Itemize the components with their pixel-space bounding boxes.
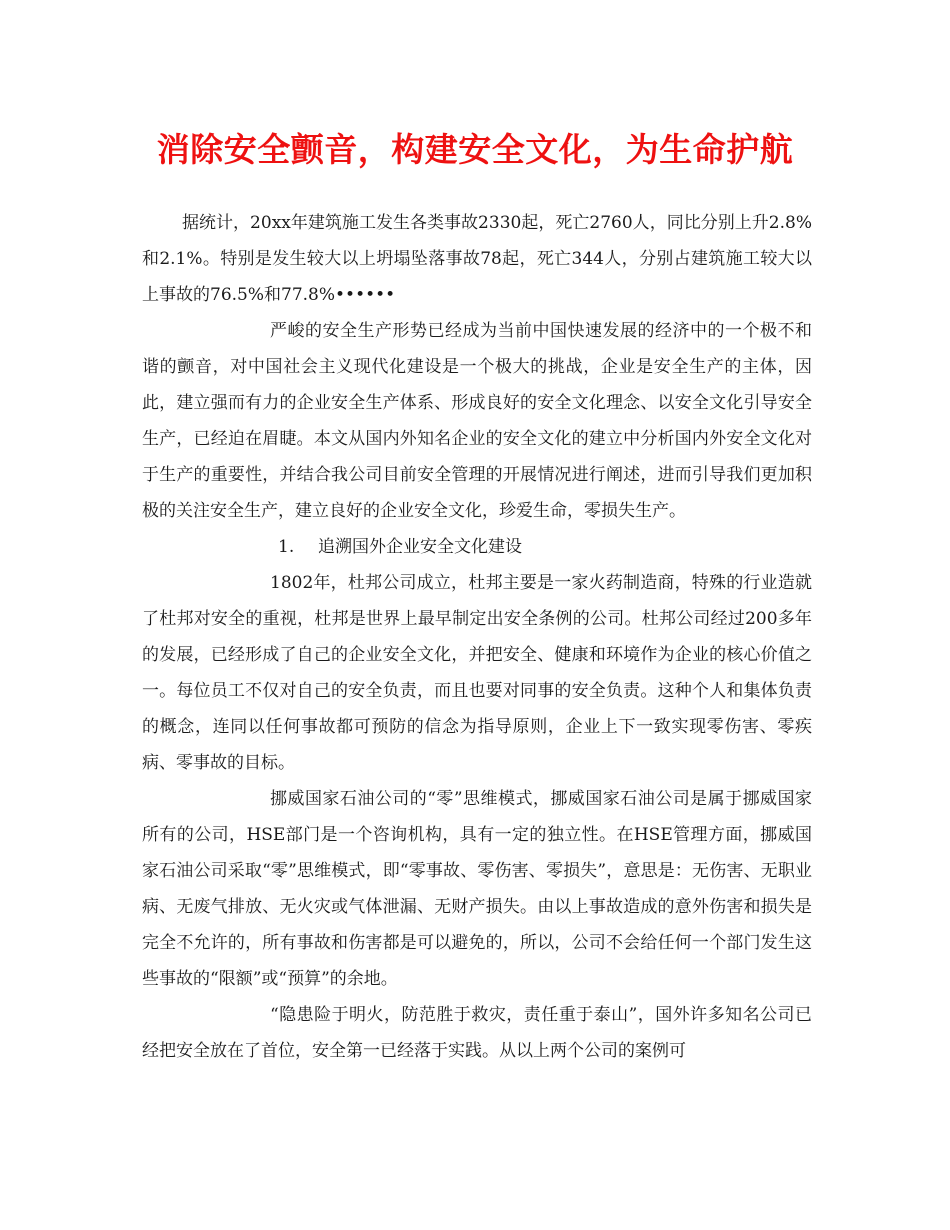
paragraph-dupont: 1802年，杜邦公司成立，杜邦主要是一家火药制造商，特殊的行业造就了杜邦对安全的重视，杜邦是世界上最早制定出安全条例的公司。杜邦公司经过200多年的发展，已经形成了自己的企业安全文化，并把安全、健康和环境作为企业的核心价值之一。每位员工不仅对自己的安全负责，而且也要对同事的安全负责。这种个人和集体负责的概念，连同以任何事故都可预防的信念为指导原则，企业上下一致实现零伤害、零疾病、零事故的目标。: [142, 573, 812, 773]
document-title: 消除安全颤音，构建安全文化，为生命护航: [156, 130, 794, 169]
paragraph-conclusion: “隐患险于明火，防范胜于救灾，责任重于泰山”，国外许多知名公司已经把安全放在了首位，安全第一已经落于实践。从以上两个公司的案例可: [142, 1005, 812, 1061]
document-body: [142, 205, 812, 1069]
section-heading-text: 追溯国外企业安全文化建设: [318, 537, 522, 557]
section-heading: [142, 529, 812, 565]
paragraph-statoil: 挪威国家石油公司的“零”思维模式，挪威国家石油公司是属于挪威国家所有的公司，HSE部门是一个咨询机构，具有一定的独立性。在HSE管理方面，挪威国家石油公司采取“零”思维模式，即“零事故、零伤害、零损失”，意思是：无伤害、无职业病、无废气排放、无火灾或气体泄漏、无财产损失。由以上事故造成的意外伤害和损失是完全不允许的，所有事故和伤害都是可以避免的，所以，公司不会给任何一个部门发生这些事故的“限额”或“预算”的余地。: [142, 789, 812, 989]
paragraph-statistics: 据统计，20xx年建筑施工发生各类事故2330起，死亡2760人，同比分别上升2.8%和2.1%。特别是发生较大以上坍塌坠落事故78起，死亡344人，分别占建筑施工较大以上事故的76.5%和77.8%••••••: [142, 213, 812, 305]
section-heading-number: 1.: [278, 537, 295, 557]
paragraph-introduction: 严峻的安全生产形势已经成为当前中国快速发展的经济中的一个极不和谐的颤音，对中国社会主义现代化建设是一个极大的挑战，企业是安全生产的主体，因此，建立强而有力的企业安全生产体系、形成良好的安全文化理念、以安全文化引导安全生产，已经迫在眉睫。本文从国内外知名企业的安全文化的建立中分析国内外安全文化对于生产的重要性，并结合我公司目前安全管理的开展情况进行阐述，进而引导我们更加积极的关注安全生产，建立良好的企业安全文化，珍爱生命，零损失生产。: [142, 321, 812, 521]
